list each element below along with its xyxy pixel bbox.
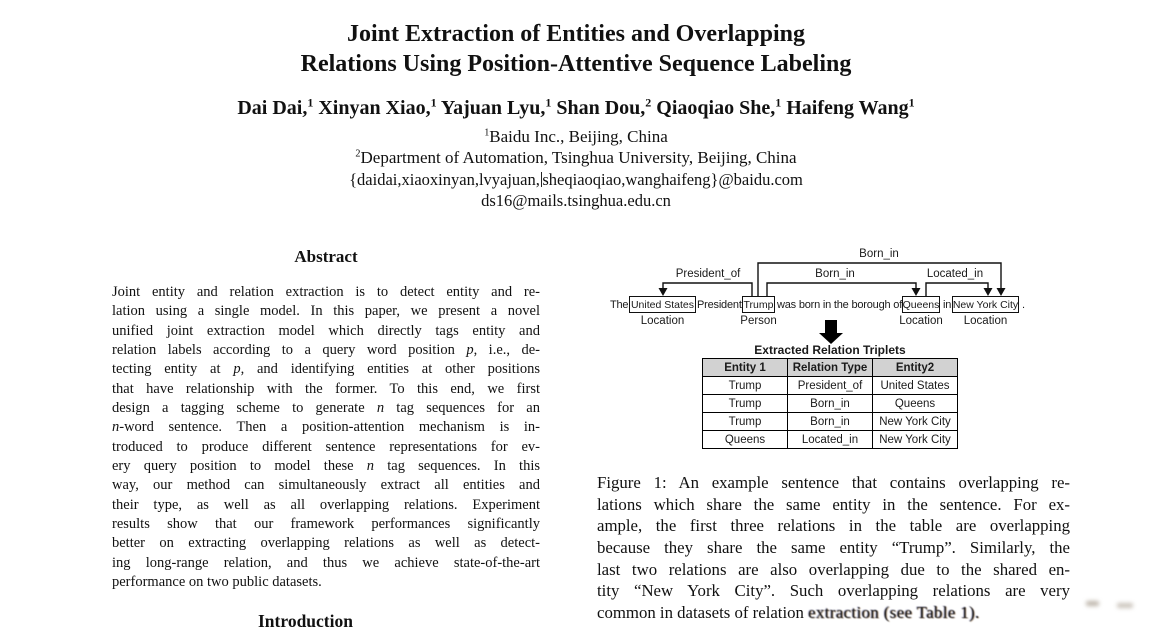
relation-label-located-in: Located_in <box>926 268 984 280</box>
cell: Born_in <box>788 413 873 431</box>
abstract-line: tecting entity at p, and identifying entities at other positions <box>112 361 540 378</box>
abstract-line: troduced to produce different sentence representations for ev- <box>112 438 540 455</box>
email-baidu <box>0 170 1152 190</box>
caption-line: lations which share the same entity in the sentence. For ex- <box>597 494 1070 514</box>
sentence-token: The <box>610 299 629 311</box>
caption-last-artifact: extraction (see Table 1). <box>808 603 980 623</box>
table-row <box>703 413 958 431</box>
abstract-line: Joint entity and relation extraction is to detect entity and re- <box>112 284 540 300</box>
author-list: Dai Dai,$^1$ Xinyan Xiao,$^1$ Yajuan Lyu,$^1$ Shan Dou,$^2$ Qiaoqiao She,$^1$ Haifeng Wang$^1$ <box>237 95 915 119</box>
arrowhead-located-in <box>984 288 993 296</box>
cell: New York City <box>873 431 958 449</box>
triplets-table-title: Extracted Relation Triplets <box>754 343 906 357</box>
col-header-entity1: Entity 1 <box>703 359 788 377</box>
caption-line: Figure 1: An example sentence that contains overlapping re- <box>597 473 1070 492</box>
cell: Located_in <box>788 431 873 449</box>
cell: Trump <box>703 395 788 413</box>
abstract-line: ing long-range relation, and thus we achieve state-of-the-art <box>112 554 540 571</box>
entity-text: Queens <box>902 298 940 311</box>
cell: Queens <box>873 395 958 413</box>
table-row <box>703 377 958 395</box>
abstract-line: unified joint extraction model which directly tags entity and <box>112 322 540 339</box>
cell: New York City <box>873 413 958 431</box>
triplets-table <box>702 358 958 449</box>
sentence-token: in <box>943 299 952 311</box>
entity-text: United States <box>630 298 695 311</box>
relation-label-born-in-top: Born_in <box>859 248 899 260</box>
arrowhead-president-of <box>659 288 668 296</box>
figure-1-caption <box>597 472 1070 624</box>
caption-line-garbled <box>597 602 1070 624</box>
abstract-line: performance on two public datasets. <box>112 574 322 591</box>
relation-label-born-in-mid: Born_in <box>815 268 855 280</box>
paper-title-line1: Joint Extraction of Entities and Overlapping <box>346 21 806 47</box>
abstract-body <box>112 283 540 593</box>
entity-type-label: Location <box>963 315 1008 327</box>
sentence-token: was born in the borough of <box>777 299 903 311</box>
table-row <box>703 431 958 449</box>
affiliation-baidu: $^1$Baidu Inc., Beijing, China <box>484 127 668 146</box>
introduction-heading: Introduction <box>258 611 353 631</box>
artifact-smudge <box>1117 603 1133 608</box>
entity-box-queens <box>899 296 943 327</box>
caption-line: last two relations are also overlapping due to the shared en- <box>597 559 1070 579</box>
abstract-line: relation labels according to a query word position p, i.e., de- <box>112 342 541 359</box>
cell: President_of <box>788 377 873 395</box>
arrowhead-born-in-mid <box>912 288 921 296</box>
cell: Trump <box>703 413 788 431</box>
entity-text: New York City <box>952 298 1019 311</box>
cell: Born_in <box>788 395 873 413</box>
sentence-token: President <box>697 299 742 311</box>
abstract-line: way, our method can simultaneously extract all entities and <box>112 477 540 494</box>
abstract-line: better on extracting overlapping relations as well as detect- <box>112 535 540 552</box>
col-header-entity2: Entity2 <box>873 359 958 377</box>
email-tsinghua: ds16@mails.tsinghua.edu.cn <box>481 191 671 210</box>
entity-type-label: Location <box>640 315 685 327</box>
abstract-line: design a tagging scheme to generate n tag sequences for an <box>112 400 540 417</box>
entity-box-united-states <box>629 296 696 327</box>
arrowhead-born-in-top <box>997 288 1006 296</box>
email-baidu-part2: sheqiaoqiao,wanghaifeng}@baidu.com <box>542 170 803 189</box>
entity-box-new-york-city <box>952 296 1019 327</box>
cell: United States <box>873 377 958 395</box>
abstract-heading: Abstract <box>294 247 358 266</box>
figure-1-diagram <box>595 240 1140 472</box>
paper-title-line2: Relations Using Position-Attentive Sequence Labeling <box>300 51 852 77</box>
entity-type-label: Person <box>740 315 777 327</box>
relation-label-president-of: President_of <box>675 268 741 280</box>
caption-last-normal: common in datasets of relation <box>597 603 809 623</box>
entity-type-label: Location <box>899 315 943 327</box>
entity-text: Trump <box>743 298 774 311</box>
abstract-line: that have relationship with the former. To this end, we first <box>112 380 540 397</box>
abstract-line: lation using a single model. In this paper, we present a novel <box>112 303 540 320</box>
table-row <box>703 395 958 413</box>
artifact-smudge <box>1086 601 1099 606</box>
caption-line: ample, the first three relations in the table are overlapping <box>597 516 1070 536</box>
abstract-line: n-word sentence. Then a position-attention mechanism is in- <box>112 419 540 436</box>
col-header-relation-type: Relation Type <box>788 359 873 377</box>
cell: Queens <box>703 431 788 449</box>
affiliation-tsinghua: $^2$Department of Automation, Tsinghua University, Beijing, China <box>355 148 797 167</box>
cell: Trump <box>703 377 788 395</box>
abstract-line: results show that our framework performances significantly <box>112 516 540 533</box>
down-arrow-icon <box>825 320 837 333</box>
caption-line: because they share the same entity “Trump”. Similarly, the <box>597 538 1070 558</box>
abstract-line: ery query position to model these n tag sequences. In this <box>112 458 540 475</box>
abstract-line: their type, as well as all overlapping relations. Experiment <box>112 496 540 513</box>
entity-box-trump <box>740 296 777 327</box>
table-header-row <box>703 359 958 377</box>
sentence-token: . <box>1022 299 1025 311</box>
caption-line: tity “New York City”. Such overlapping relations are very <box>597 581 1070 601</box>
email-baidu-part1: {daidai,xiaoxinyan,lvyajuan, <box>349 170 540 189</box>
